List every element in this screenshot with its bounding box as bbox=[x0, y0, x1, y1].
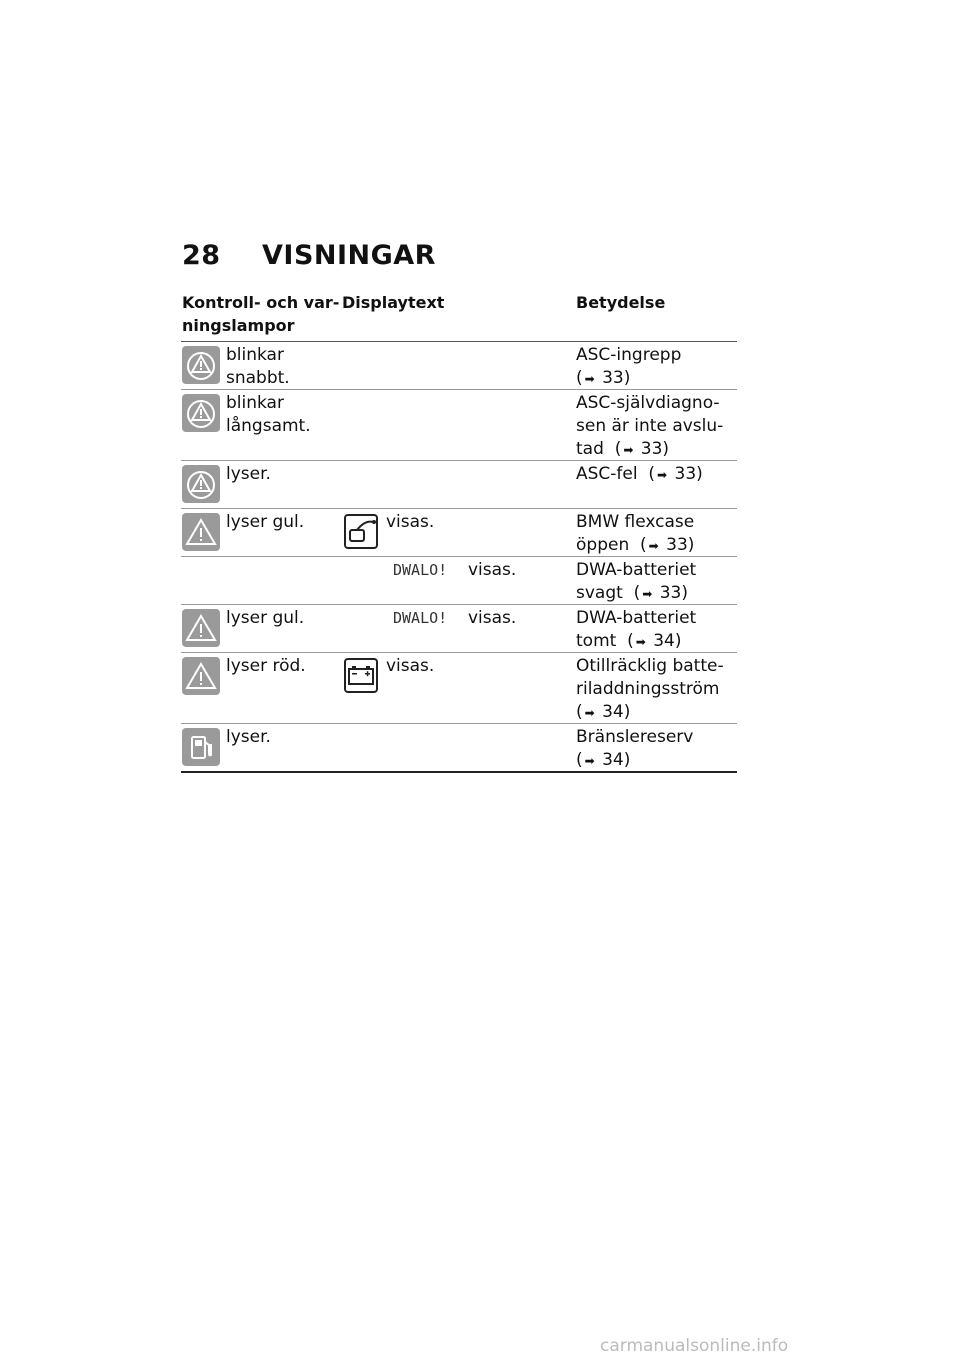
page-number: 28 bbox=[182, 240, 221, 271]
general-warning-icon bbox=[182, 513, 220, 551]
general-warning-icon bbox=[182, 609, 220, 647]
meaning-text: Otillräcklig batte- riladdningsström ( ➡ 34) bbox=[576, 655, 736, 725]
display-text: visas. bbox=[386, 656, 435, 676]
asc-warning-icon bbox=[182, 465, 220, 503]
flexcase-icon bbox=[343, 512, 379, 550]
asc-warning-icon bbox=[182, 394, 220, 432]
general-warning-icon bbox=[182, 657, 220, 695]
indicator-table bbox=[181, 341, 737, 773]
watermark: carmanualsonline.info bbox=[600, 1336, 789, 1356]
table-row bbox=[181, 605, 737, 653]
table-row bbox=[181, 342, 737, 390]
column-header-lamps: Kontroll- och var- ningslampor bbox=[182, 293, 340, 335]
lamp-state-text: lyser. bbox=[226, 464, 271, 484]
page-reference[interactable]: 34) bbox=[602, 702, 631, 722]
meaning-text: Bränslereserv ( ➡ 34) bbox=[576, 726, 736, 773]
table-row bbox=[181, 557, 737, 605]
meaning-text: DWA-batteriet tomt ( ➡ 34) bbox=[576, 607, 736, 654]
meaning-text: ASC-fel ( ➡ 33) bbox=[576, 463, 736, 487]
column-header-display: Displaytext bbox=[342, 293, 445, 312]
reference-arrow-icon: ➡ bbox=[635, 635, 646, 649]
table-row bbox=[181, 461, 737, 509]
reference-arrow-icon: ➡ bbox=[657, 468, 668, 482]
page-header bbox=[182, 240, 436, 271]
table-row bbox=[181, 390, 737, 461]
column-header-meaning: Betydelse bbox=[576, 293, 666, 312]
section-title: VISNINGAR bbox=[262, 240, 436, 271]
reference-arrow-icon: ➡ bbox=[584, 372, 595, 386]
meaning-text: ASC-självdiagno- sen är inte avslu- tad ( ➡ 33) bbox=[576, 392, 736, 462]
lamp-state-text: blinkar långsamt. bbox=[226, 393, 311, 436]
lamp-state-text: lyser röd. bbox=[226, 656, 306, 676]
reference-arrow-icon: ➡ bbox=[584, 754, 595, 768]
asc-warning-icon bbox=[182, 346, 220, 384]
reference-arrow-icon: ➡ bbox=[623, 443, 634, 457]
page-reference[interactable]: 33) bbox=[602, 368, 631, 388]
table-row bbox=[181, 509, 737, 557]
reference-arrow-icon: ➡ bbox=[584, 706, 595, 720]
table-row bbox=[181, 653, 737, 724]
display-text: visas. bbox=[386, 512, 435, 532]
table-row bbox=[181, 724, 737, 773]
lamp-state-text: blinkar snabbt. bbox=[226, 345, 290, 388]
reference-arrow-icon: ➡ bbox=[648, 539, 659, 553]
page-reference[interactable]: 33) bbox=[659, 583, 688, 603]
meaning-text: BMW flexcase öppen ( ➡ 33) bbox=[576, 511, 736, 558]
page-reference[interactable]: 33) bbox=[674, 464, 703, 484]
page-reference[interactable]: 33) bbox=[640, 439, 670, 459]
display-code: DWALO! bbox=[393, 561, 448, 579]
meaning-text: DWA-batteriet svagt ( ➡ 33) bbox=[576, 559, 736, 606]
battery-icon bbox=[343, 656, 379, 694]
lamp-state-text: lyser gul. bbox=[226, 512, 305, 532]
fuel-icon bbox=[182, 728, 220, 766]
display-code: DWALO! bbox=[393, 609, 448, 627]
display-text: visas. bbox=[468, 608, 517, 628]
page-reference[interactable]: 34) bbox=[653, 631, 682, 651]
page-reference[interactable]: 34) bbox=[602, 750, 631, 770]
display-text: visas. bbox=[468, 560, 517, 580]
page-reference[interactable]: 33) bbox=[666, 535, 695, 555]
reference-arrow-icon: ➡ bbox=[642, 587, 653, 601]
lamp-state-text: lyser. bbox=[226, 727, 271, 747]
meaning-text: ASC-ingrepp ( ➡ 33) bbox=[576, 344, 736, 391]
lamp-state-text: lyser gul. bbox=[226, 608, 305, 628]
